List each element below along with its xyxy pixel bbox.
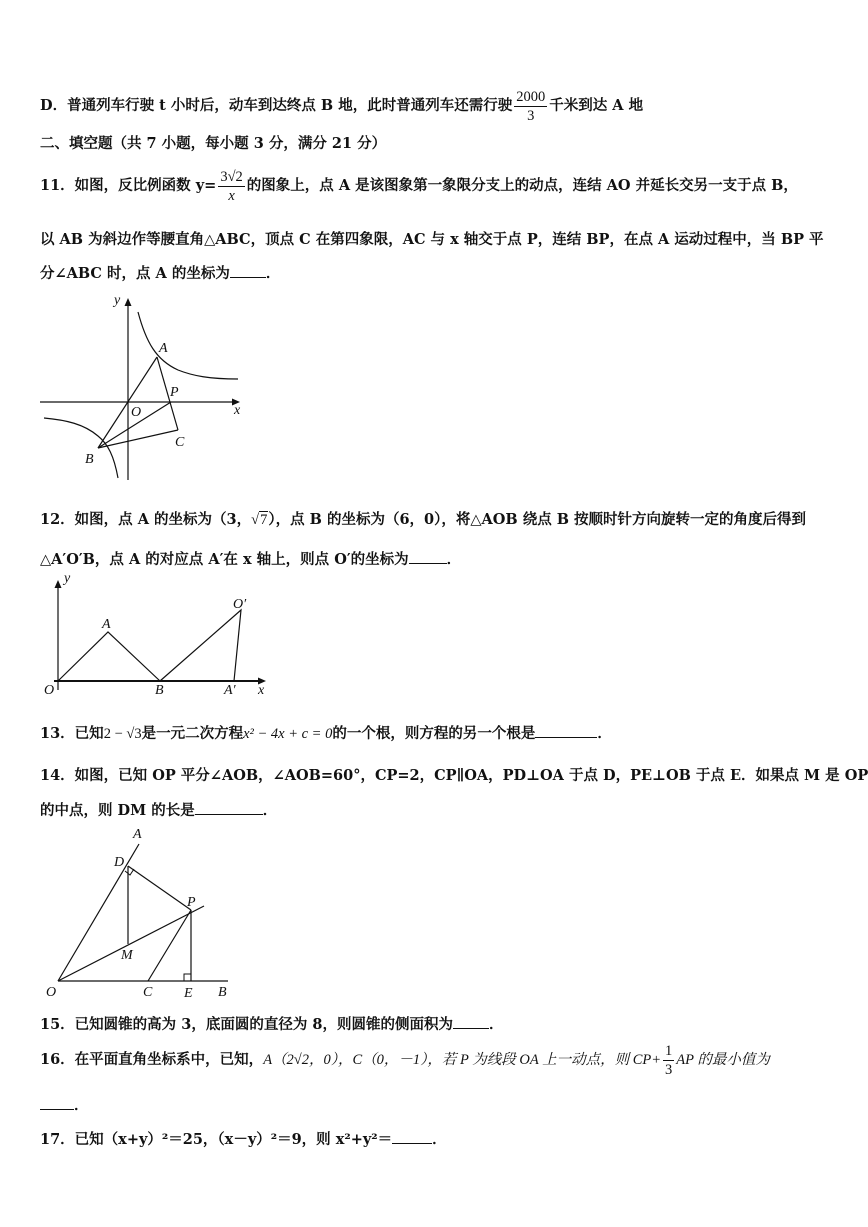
label-o: O xyxy=(131,405,142,420)
q11-line2: 以 AB 为斜边作等腰直角△ABC，顶点 C 在第四象限，AC 与 x 轴交于点 P，连结 BP，在点 A 运动过程中，当 BP 平 xyxy=(40,231,824,248)
q15-line xyxy=(40,1013,503,1034)
y-axis-arrow-icon xyxy=(55,580,62,588)
frac-numerator: 3√2 xyxy=(220,168,243,185)
q16-end: ． xyxy=(74,1097,89,1114)
section-title: 二、填空题（共 7 小题，每小题 3 分，满分 21 分） xyxy=(40,135,387,152)
label-x: x xyxy=(258,683,265,698)
q16-fraction xyxy=(663,1042,674,1079)
q12-figure xyxy=(38,566,278,700)
label-c: C xyxy=(143,985,153,1000)
label-a: A xyxy=(159,341,168,356)
q17-line xyxy=(40,1128,447,1149)
q13-line xyxy=(40,722,612,743)
q14-figure xyxy=(38,824,244,1004)
q13-root-expression: 2 − √3 xyxy=(103,726,142,742)
label-a: A xyxy=(102,617,111,632)
q17-text: 17．已知（x+y）²＝25，（x－y）²＝9，则 x²+y²＝ xyxy=(40,1131,393,1148)
q12-line1: 12．如图，点 A 的坐标为（3，√7），点 B 的坐标为（6，0），将△AOB 绕点 B 按顺时针方向旋转一定的角度后得到 xyxy=(40,511,807,528)
hyperbola-branch-2 xyxy=(44,418,118,478)
q16-line1 xyxy=(40,1040,770,1080)
q11-figure xyxy=(38,290,248,482)
answer-blank[interactable] xyxy=(453,1014,489,1029)
label-o: O xyxy=(46,985,57,1000)
q12-radicand: 7 xyxy=(260,512,268,528)
frac-numerator: 2000 xyxy=(516,88,546,105)
q11-text-after: 的图象上，点 A 是该图象第一象限分支上的动点，连结 AO 并延长交另一支于点 B， xyxy=(246,177,798,194)
q12-text: 12．如图，点 A 的坐标为（3， xyxy=(40,511,252,528)
label-y: y xyxy=(64,571,71,586)
q16-point-a: A（2√2，0）， xyxy=(263,1052,353,1068)
q11-line3 xyxy=(40,262,280,283)
label-o: O xyxy=(44,683,55,698)
q15-end: ． xyxy=(488,1016,504,1033)
label-x: x xyxy=(234,403,241,418)
label-y: y xyxy=(114,293,121,308)
label-o-prime: O′ xyxy=(233,597,247,612)
q13-text-after: 的一个根，则方程的另一个根是 xyxy=(332,725,536,742)
q13-equation: x² − 4x + c = 0 xyxy=(243,726,333,742)
label-p: P xyxy=(170,385,179,400)
q13-text: 13．已知 xyxy=(40,725,104,742)
label-a: A xyxy=(133,827,142,842)
q13-end: ． xyxy=(597,725,612,742)
q11-text: 分∠ABC 时，点 A 的坐标为 xyxy=(40,265,230,282)
q12-text-after: ），点 B 的坐标为（6，0），将△AOB 绕点 B 按顺时针方向旋转一定的角度后得到 xyxy=(268,511,807,528)
label-e: E xyxy=(184,986,193,1001)
y-axis-arrow-icon xyxy=(125,298,132,306)
q11-fraction xyxy=(218,168,244,205)
q14-text: 的中点，则 DM 的长是 xyxy=(40,802,195,819)
label-b: B xyxy=(218,985,227,1000)
label-b: B xyxy=(155,683,164,698)
q14-line1: 14．如图，已知 OP 平分∠AOB，∠AOB=60°，CP=2，CP∥OA，PD⊥OA 于点 D，PE⊥OB 于点 E．如果点 M 是 OP xyxy=(40,767,868,784)
q16-text: 16．在平面直角坐标系中，已知， xyxy=(40,1051,264,1068)
q15-text: 15．已知圆锥的高为 3，底面圆的直径为 8，则圆锥的侧面积为 xyxy=(40,1016,453,1033)
answer-blank[interactable] xyxy=(409,549,447,564)
answer-blank[interactable] xyxy=(40,1095,74,1110)
label-d: D xyxy=(114,855,125,870)
option-d-text-before: D．普通列车行驶 t 小时后，动车到达终点 B 地，此时普通列车还需行驶 xyxy=(40,97,513,114)
q12-end: ． xyxy=(446,551,462,568)
q14-line2 xyxy=(40,799,277,820)
option-d xyxy=(40,86,643,126)
frac-denominator: 3 xyxy=(527,107,535,124)
q12-text: △A′O′B，点 A 的对应点 A′在 x 轴上，则点 O′的坐标为 xyxy=(40,551,409,568)
q11-line1 xyxy=(40,166,798,206)
frac-denominator: 3 xyxy=(665,1061,673,1078)
answer-blank[interactable] xyxy=(195,800,263,815)
segment-bc xyxy=(98,430,178,448)
q16-line2 xyxy=(40,1094,89,1115)
option-d-text-after: 千米到达 A 地 xyxy=(549,97,644,114)
segment-pd xyxy=(128,866,191,910)
label-a-prime: A′ xyxy=(224,683,236,698)
label-m: M xyxy=(121,948,133,963)
label-b: B xyxy=(85,452,94,467)
right-angle-mark-e xyxy=(184,974,191,981)
q13-text-middle: 是一元二次方程 xyxy=(141,725,244,742)
answer-blank[interactable] xyxy=(392,1129,432,1144)
answer-blank[interactable] xyxy=(535,723,597,738)
hyperbola-branch-1 xyxy=(138,312,238,379)
q11-text: 11．如图，反比例函数 y= xyxy=(40,177,217,194)
q11-end: ． xyxy=(265,265,281,282)
frac-denominator: x xyxy=(228,187,235,204)
q16-text-after: AP 的最小值为 xyxy=(676,1052,770,1068)
label-c: C xyxy=(175,435,185,450)
q16-point-c: C（0，－1），若 P 为线段 OA 上一动点，则 CP+ xyxy=(352,1052,662,1068)
option-d-fraction xyxy=(514,88,547,125)
q14-end: ． xyxy=(262,802,278,819)
segment-cp xyxy=(148,910,191,981)
frac-numerator: 1 xyxy=(665,1042,673,1059)
answer-blank[interactable] xyxy=(230,263,266,278)
label-p: P xyxy=(187,895,196,910)
q17-end: ． xyxy=(432,1131,447,1148)
triangle-aob xyxy=(58,632,160,681)
triangle-a-prime-o-prime-b xyxy=(160,610,241,681)
